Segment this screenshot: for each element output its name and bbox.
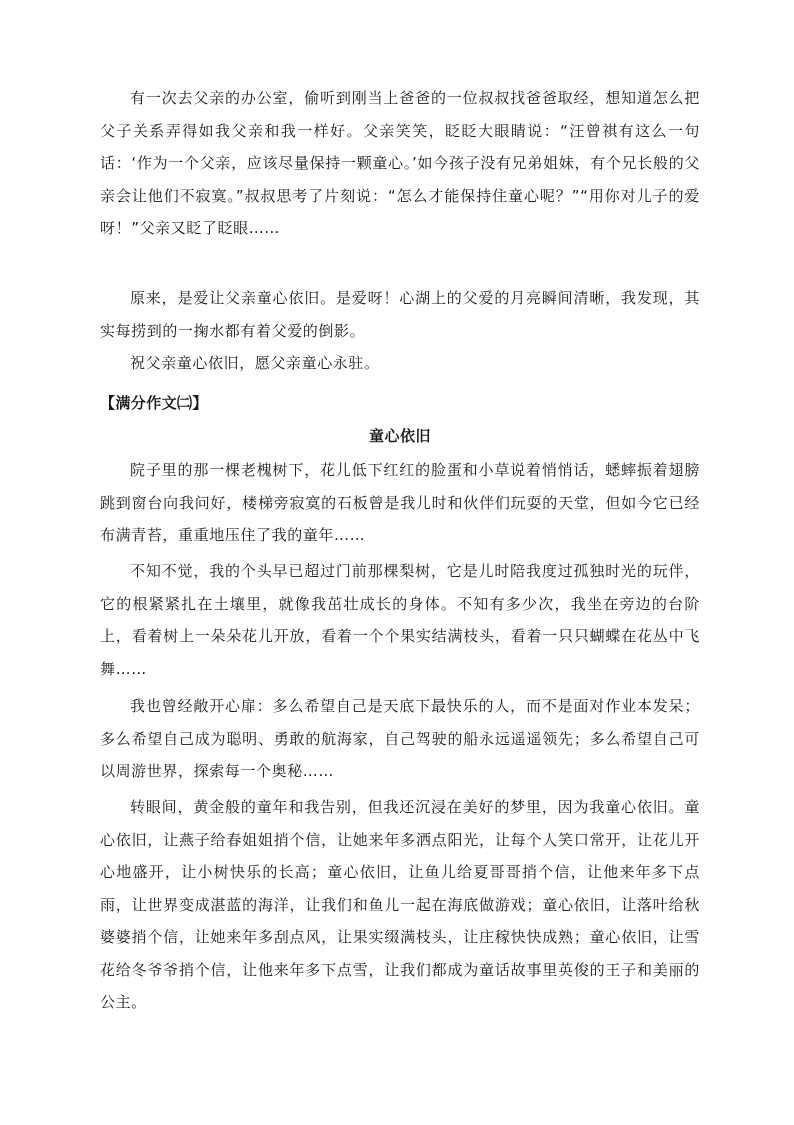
paragraph-wishes: 我也曾经敞开心扉：多么希望自己是天底下最快乐的人，而不是面对作业本发呆；多么希望自己成为聪明、勇敢的航海家，自己驾驶的船永远遥遥领先；多么希望自己可以周游世界，探索每一个奥秘…… <box>100 697 700 780</box>
paragraph-courtyard: 院子里的那一棵老槐树下，花儿低下红红的脸蛋和小草说着悄悄话，蟋蟀振着翅膀跳到窗台向我问好，楼梯旁寂寞的石板曾是我儿时和伙伴们玩耍的天堂，但如今它已经布满青苔，重重地压住了我的童年…… <box>100 461 700 544</box>
paragraph-love-reflection: 原来，是爱让父亲童心依旧。是爱呀！心湖上的父爱的月亮瞬间清晰，我发现，其实每捞到的一掬水都有着父爱的倒影。 <box>100 289 700 340</box>
paragraph-childlike-heart: 转眼间，黄金般的童年和我告别，但我还沉浸在美好的梦里，因为我童心依旧。童心依旧，让燕子给春姐姐捎个信，让她来年多洒点阳光，让每个人笑口常开，让花儿开心地盛开，让小树快乐的长高；童心依旧，让鱼儿给夏哥哥捎个信，让他来年多下点雨，让世界变成湛蓝的海洋，让我们和鱼儿一起在海底做游戏；童心依旧，让落叶给秋婆婆捎个信，让她来年多刮点风，让果实缀满枝头，让庄稼快快成熟；童心依旧，让雪花给冬爷爷捎个信，让他来年多下点雪，让我们都成为童话故事里英俊的王子和美丽的公主。 <box>100 798 700 1011</box>
paragraph-blessing: 祝父亲童心依旧，愿父亲童心永驻。 <box>130 354 380 372</box>
section-heading: 【满分作文㈡】 <box>100 394 208 412</box>
paragraph-pear-tree: 不知不觉，我的个头早已超过门前那棵梨树，它是儿时陪我度过孤独时光的玩伴，它的根紧紧扎在土壤里，就像我茁壮成长的身体。不知有多少次，我坐在旁边的台阶上，看着树上一朵朵花儿开放，看着一个个果实结满枝头，看着一只只蝴蝶在花丛中飞舞…… <box>100 562 700 678</box>
paragraph-office-anecdote: 有一次去父亲的办公室，偷听到刚当上爸爸的一位叔叔找爸爸取经，想知道怎么把父子关系弄得如我父亲和我一样好。父亲笑笑，眨眨大眼睛说：“汪曾祺有这么一句话：‘作为一个父亲，应该尽量保持一颗童心。’如今孩子没有兄弟姐妹，有个兄长般的父亲会让他们不寂寞。”叔叔思考了片刻说：“怎么才能保持住童心呢？”“用你对儿子的爱呀！”父亲又眨了眨眼…… <box>100 89 700 237</box>
essay-title: 童心依旧 <box>368 427 431 445</box>
